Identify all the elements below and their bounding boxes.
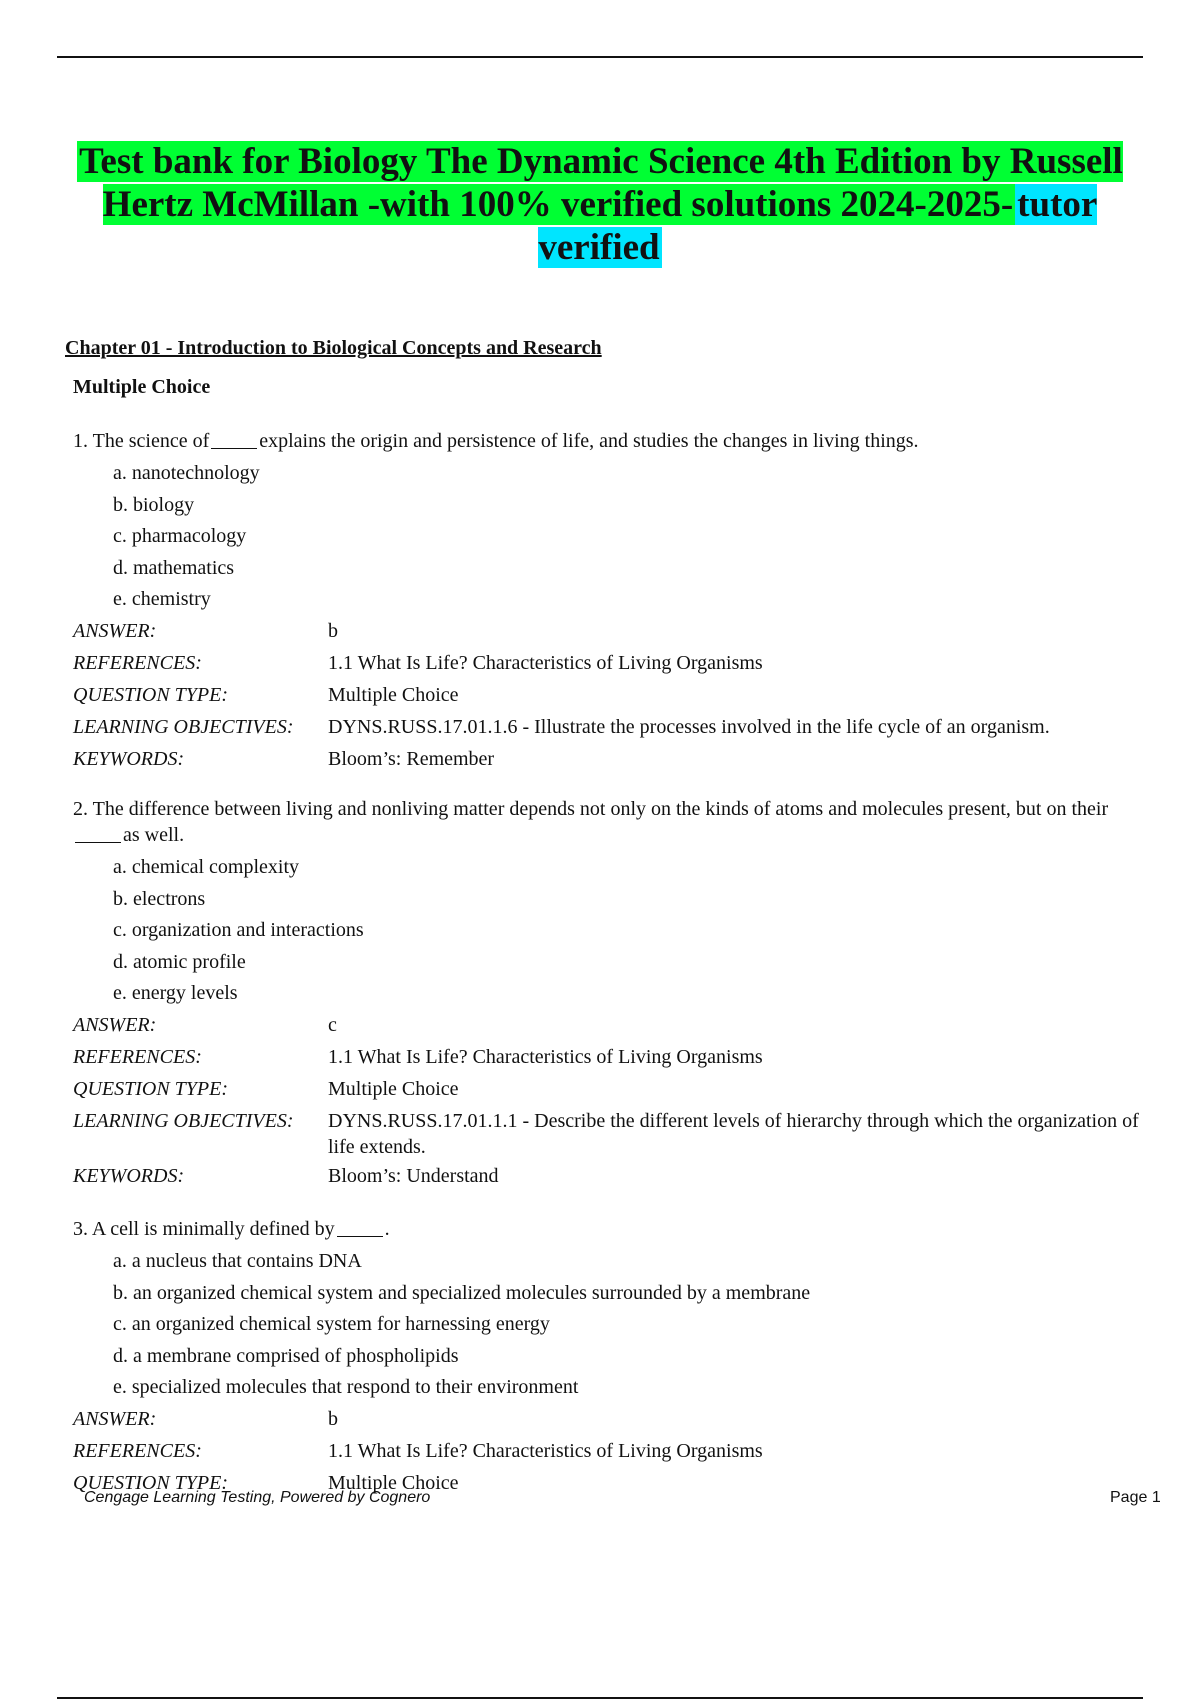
references-value: 1.1 What Is Life? Characteristics of Living Organisms (328, 651, 763, 674)
document-title (60, 140, 1140, 269)
option: d. a membrane comprised of phospholipids (113, 1344, 459, 1367)
answer-value: b (328, 1407, 338, 1430)
keywords-label: KEYWORDS: (73, 1164, 185, 1187)
learning-objectives-value: DYNS.RUSS.17.01.1.6 - Illustrate the processes involved in the life cycle of an organism. (328, 715, 1050, 738)
question-type-label: QUESTION TYPE: (73, 683, 229, 706)
question-meta (73, 1009, 1153, 1192)
references-value: 1.1 What Is Life? Characteristics of Living Organisms (328, 1439, 763, 1462)
option: e. energy levels (113, 982, 238, 1004)
references-label: REFERENCES: (73, 651, 202, 674)
answer-blank (75, 824, 121, 843)
question-stem: 2. The difference between living and nonliving matter depends not only on the kinds of atoms and molecules present, but on theiras well. (73, 798, 1109, 846)
question-type-value: Multiple Choice (328, 683, 459, 706)
option: a. a nucleus that contains DNA (113, 1250, 362, 1272)
keywords-value: Bloom’s: Remember (328, 747, 495, 770)
learning-objectives-label: LEARNING OBJECTIVES: (73, 1109, 294, 1132)
answer-value: b (328, 619, 338, 642)
keywords-label: KEYWORDS: (73, 747, 185, 770)
answer-blank (337, 1218, 383, 1237)
learning-objectives-label: LEARNING OBJECTIVES: (73, 715, 294, 738)
references-value: 1.1 What Is Life? Characteristics of Living Organisms (328, 1045, 763, 1068)
page-number: Page 1 (1110, 1489, 1161, 1506)
option: a. chemical complexity (113, 856, 300, 878)
question-type-label: QUESTION TYPE: (73, 1077, 229, 1100)
question-meta (73, 615, 1153, 775)
keywords-value: Bloom’s: Understand (328, 1164, 499, 1187)
references-label: REFERENCES: (73, 1045, 202, 1068)
option: d. mathematics (113, 556, 235, 579)
answer-value: c (328, 1013, 337, 1036)
option: c. organization and interactions (113, 919, 364, 941)
option: b. electrons (113, 887, 206, 910)
question-meta (73, 1403, 1153, 1499)
option: d. atomic profile (113, 950, 246, 973)
question-stem: 1. The science of explains the origin and persistence of life, and studies the changes in living things. (73, 430, 919, 452)
option: c. an organized chemical system for harnessing energy (113, 1313, 550, 1335)
learning-objectives-value: DYNS.RUSS.17.01.1.1 - Describe the different levels of hierarchy through which the organization of life extends. (328, 1109, 1139, 1158)
question-2 (73, 796, 1153, 1192)
option: b. biology (113, 493, 195, 516)
references-label: REFERENCES: (73, 1439, 202, 1462)
question-type-label: QUESTION TYPE: (73, 1471, 229, 1494)
section-heading: Multiple Choice (73, 376, 211, 398)
question-type-value: Multiple Choice (328, 1077, 459, 1100)
option: b. an organized chemical system and specialized molecules surrounded by a membrane (113, 1281, 811, 1304)
answer-label: ANSWER: (73, 619, 157, 642)
bottom-rule (57, 1697, 1143, 1699)
question-1 (73, 428, 1153, 775)
option: e. specialized molecules that respond to their environment (113, 1376, 579, 1398)
option: a. nanotechnology (113, 462, 260, 484)
title-highlight-green: Test bank for Biology The Dynamic Science 4th Edition by Russell Hertz McMillan -with 100% verified solutions 2024-2025- (79, 141, 1123, 225)
option: e. chemistry (113, 588, 211, 610)
footer-credit: Cengage Learning Testing, Powered by Cognero (84, 1489, 431, 1506)
question-3 (73, 1216, 1153, 1499)
chapter-heading: Chapter 01 - Introduction to Biological Concepts and Research (65, 337, 602, 359)
answer-blank (211, 430, 257, 449)
question-stem: 3. A cell is minimally defined by . (73, 1218, 390, 1240)
option: c. pharmacology (113, 525, 247, 547)
top-rule (57, 56, 1143, 58)
question-type-value: Multiple Choice (328, 1471, 459, 1494)
answer-label: ANSWER: (73, 1407, 157, 1430)
title-highlight-cyan: tutor verified (538, 184, 1098, 268)
answer-label: ANSWER: (73, 1013, 157, 1036)
